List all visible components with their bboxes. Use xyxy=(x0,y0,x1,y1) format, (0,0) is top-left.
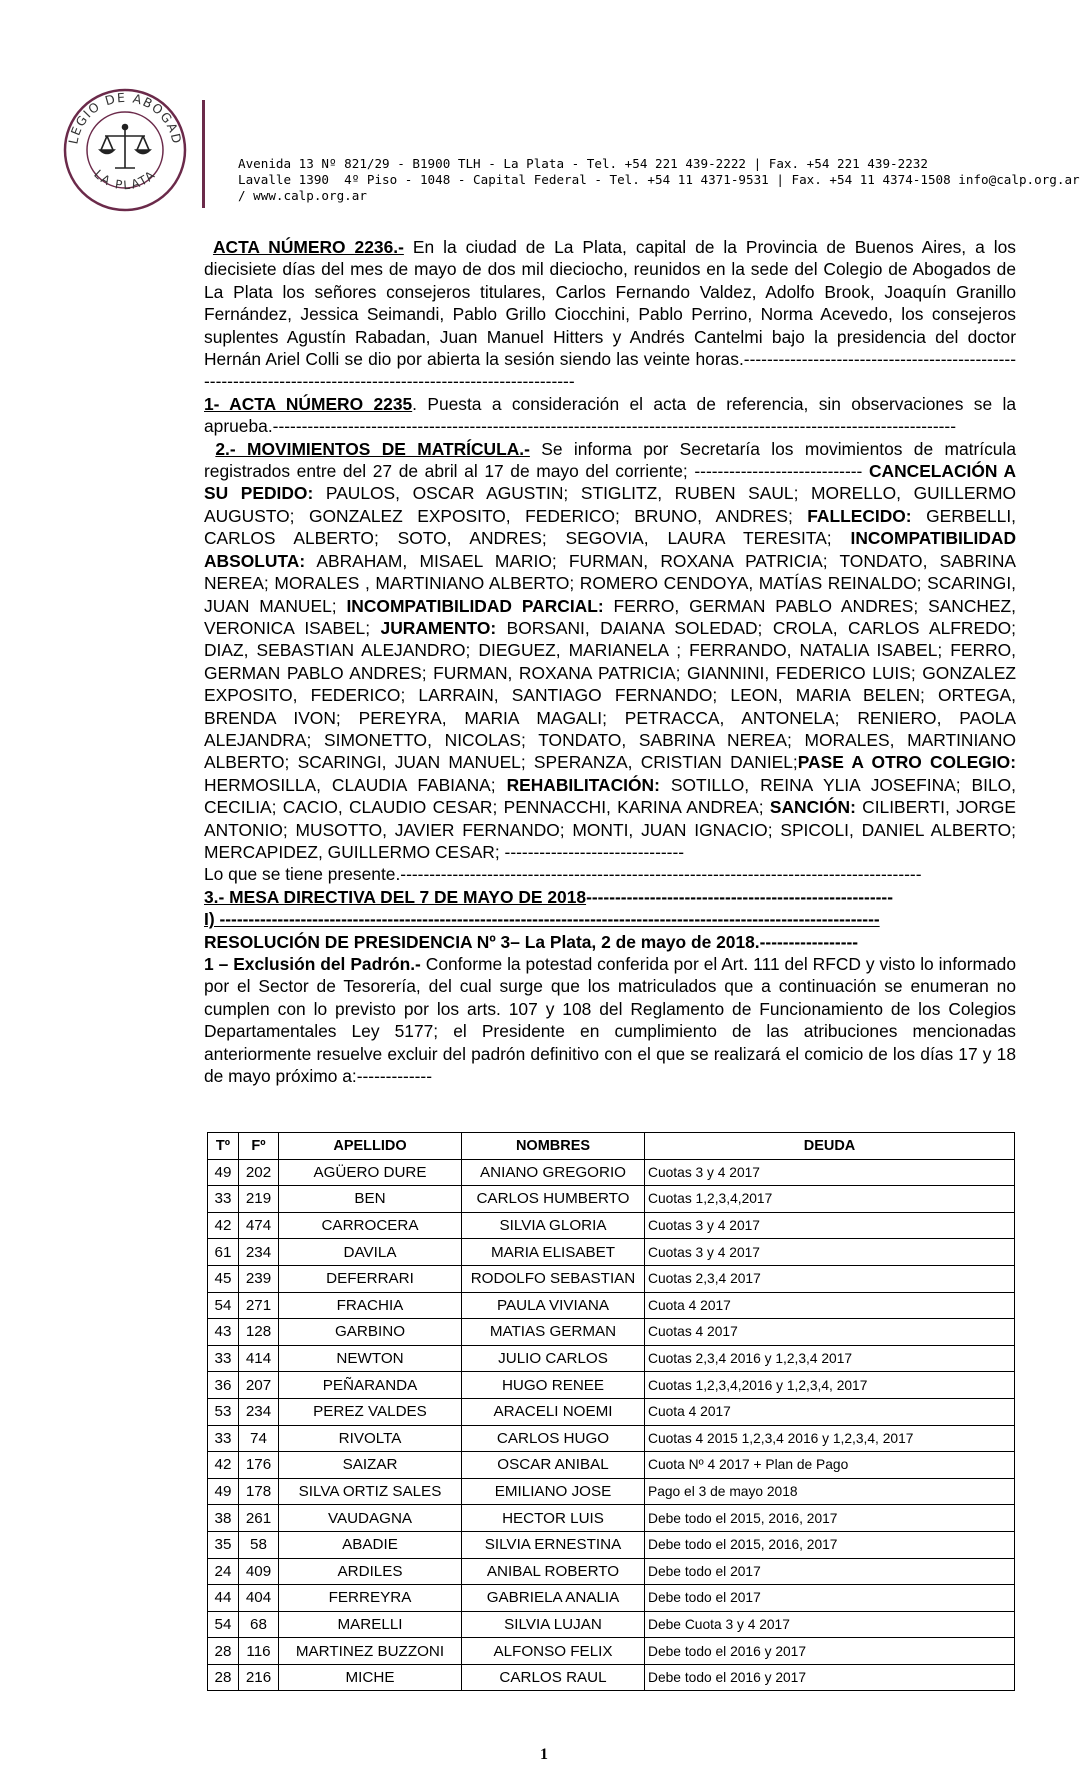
acta-opening-text: En la ciudad de La Plata, capital de la Provincia de Buenos Aires, a los diecisiete días del mes de mayo de dos mil dieciocho, reunidos en la sede del Colegio de Abogados de La Plata los señores consejeros titulares, Carlos Fernando Valdez, Adolfo Brook, Joaquín Granillo Fernández, Jessica Seimandi, Pablo Grillo Ciocchini, Pablo Perrino, Norma Acevedo, los consejeros suplentes Agustín Rabadan, Juan Manuel Hitters y Andrés Cantelmi bajo la presidencia del doctor Hernán Ariel Colli se dio por abierta la sesión siendo las veinte horas.--------------------------------------------------------------------------------------------------------------- xyxy=(204,237,1016,392)
apellido-cell: SILVA ORTIZ SALES xyxy=(279,1478,462,1505)
nombres-cell: ANIBAL ROBERTO xyxy=(462,1558,645,1585)
nombres-cell: JULIO CARLOS xyxy=(462,1345,645,1372)
tomo-cell: 44 xyxy=(208,1585,239,1612)
folio-cell: 239 xyxy=(239,1265,279,1292)
folio-cell: 234 xyxy=(239,1398,279,1425)
nombres-cell: CARLOS HUGO xyxy=(462,1425,645,1452)
folio-cell: 219 xyxy=(239,1186,279,1213)
item-2-intro: Se informa por Secretaría los movimientos de matrícula registrados entre del 27 de abril al 17 de mayo del corriente; ----------------------------- xyxy=(204,438,1016,482)
table-row xyxy=(208,1345,1015,1372)
tomo-cell: 43 xyxy=(208,1319,239,1346)
tomo-cell: 35 xyxy=(208,1531,239,1558)
table-row xyxy=(208,1664,1015,1691)
item-1-title: 1- ACTA NÚMERO 2235 xyxy=(204,393,413,414)
apellido-cell: DAVILA xyxy=(279,1239,462,1266)
folio-cell: 128 xyxy=(239,1319,279,1346)
table-row xyxy=(208,1292,1015,1319)
folio-cell: 404 xyxy=(239,1585,279,1612)
tomo-cell: 54 xyxy=(208,1292,239,1319)
item-1-text: . Puesta a consideración el acta de referencia, sin observaciones se la aprueba.---------------------------------------------------------------------------------------------------------------------- xyxy=(204,393,1016,437)
item-2 xyxy=(204,438,1016,864)
tomo-cell: 42 xyxy=(208,1452,239,1479)
apellido-cell: VAUDAGNA xyxy=(279,1505,462,1532)
table-row xyxy=(208,1265,1015,1292)
resolucion-heading xyxy=(204,931,1016,953)
fallecido-text: GERBELLI, CARLOS ALBERTO; SOTO, ANDRES; SEGOVIA, LAURA TERESITA; xyxy=(204,505,1016,549)
header-apellido: APELLIDO xyxy=(279,1133,462,1160)
acta-title: ACTA NÚMERO 2236.- xyxy=(212,237,404,257)
tomo-cell: 61 xyxy=(208,1239,239,1266)
folio-cell: 178 xyxy=(239,1478,279,1505)
apellido-cell: RIVOLTA xyxy=(279,1425,462,1452)
deuda-cell: Cuotas 3 y 4 2017 xyxy=(645,1239,1015,1266)
nombres-cell: SILVIA LUJAN xyxy=(462,1611,645,1638)
incompatibilidad-parcial-label: INCOMPATIBILIDAD PARCIAL: xyxy=(346,595,604,616)
folio-cell: 474 xyxy=(239,1212,279,1239)
apellido-cell: ARDILES xyxy=(279,1558,462,1585)
deuda-cell: Cuotas 1,2,3,4,2017 xyxy=(645,1186,1015,1213)
deuda-cell: Cuotas 3 y 4 2017 xyxy=(645,1159,1015,1186)
tomo-cell: 24 xyxy=(208,1558,239,1585)
apellido-cell: MICHE xyxy=(279,1664,462,1691)
apellido-cell: FRACHIA xyxy=(279,1292,462,1319)
folio-cell: 74 xyxy=(239,1425,279,1452)
tomo-cell: 36 xyxy=(208,1372,239,1399)
tomo-cell: 54 xyxy=(208,1611,239,1638)
item-3-dashes: ----------------------------------------------------- xyxy=(586,886,893,907)
tomo-cell: 42 xyxy=(208,1212,239,1239)
apellido-cell: SAIZAR xyxy=(279,1452,462,1479)
table-row xyxy=(208,1558,1015,1585)
deuda-cell: Debe todo el 2015, 2016, 2017 xyxy=(645,1505,1015,1532)
nombres-cell: SILVIA GLORIA xyxy=(462,1212,645,1239)
juramento-text: BORSANI, DAIANA SOLEDAD; CROLA, CARLOS ALFREDO; DIAZ, SEBASTIAN ALEJANDRO; DIEGUEZ, MARIANELA ; FERRANDO, NATALIA ISABEL; FERRO, GERMAN PABLO ANDRES; FURMAN, ROXANA PATRICIA; GIANNINI, FEDERICO LUIS; GONZALEZ EXPOSITO, FEDERICO; LARRAIN, SANTIAGO FERNANDO; LEON, MARIA BELEN; ORTEGA, BRENDA IVON; PEREYRA, MARIA MAGALI; PETRACCA, ANTONELA; RENIERO, PAOLA ALEJANDRA; SIMONETTO, NICOLAS; TONDATO, SABRINA NEREA; MORALES, MARTINIANO ALBERTO; SCARINGI, JUAN MANUEL; SPERANZA, CRISTIAN DANIEL; xyxy=(204,617,1016,773)
acta-body xyxy=(204,236,1016,1087)
header-divider xyxy=(202,100,205,208)
nombres-cell: EMILIANO JOSE xyxy=(462,1478,645,1505)
svg-text:LA PLATA xyxy=(91,167,158,192)
deuda-cell: Cuotas 3 y 4 2017 xyxy=(645,1212,1015,1239)
table-row xyxy=(208,1611,1015,1638)
item-1 xyxy=(204,393,1016,438)
folio-cell: 58 xyxy=(239,1531,279,1558)
debt-table xyxy=(207,1132,1015,1691)
exclusion-text: Conforme la potestad conferida por el Art. 111 del RFCD y visto lo informado por el Sector de Tesorería, del cual surge que los matriculados que a continuación se enumeran no cumplen con lo previsto por los arts. 107 y 108 del Reglamento de Funcionamiento de los Colegios Departamentales Ley 5177; el Presidente en cumplimiento de las atribuciones mencionadas anteriormente resuelve excluir del padrón definitivo con el que se realizará el comicio de los días 17 y 18 de mayo próximo a:------------- xyxy=(204,954,1016,1087)
nombres-cell: RODOLFO SEBASTIAN xyxy=(462,1265,645,1292)
colegio-logo xyxy=(55,80,195,220)
header-deuda: DEUDA xyxy=(645,1133,1015,1160)
roman-one-text: I) ------------------------------------------------------------------------------------------------------------------ xyxy=(204,909,880,930)
item-2-title: 2.- MOVIMIENTOS DE MATRÍCULA.- xyxy=(215,438,530,459)
apellido-cell: FERREYRA xyxy=(279,1585,462,1612)
tomo-cell: 33 xyxy=(208,1186,239,1213)
deuda-cell: Cuotas 1,2,3,4,2016 y 1,2,3,4, 2017 xyxy=(645,1372,1015,1399)
incompatibilidad-absoluta-text: ABRAHAM, MISAEL MARIO; FURMAN, ROXANA PATRICIA; TONDATO, SABRINA NEREA; MORALES , MARTINIANO ALBERTO; ROMERO CENDOYA, MATÍAS REINALDO; SCARINGI, JUAN MANUEL; xyxy=(204,550,1016,616)
item-3-heading xyxy=(204,886,1016,908)
address-line-3: / www.calp.org.ar xyxy=(238,188,367,203)
address-line-2: Lavalle 1390 4º Piso - 1048 - Capital Federal - Tel. +54 11 4371-9531 | Fax. +54 11 4374-1508 info@calp.org.ar xyxy=(238,172,1080,187)
rehabilitacion-label: REHABILITACIÓN: xyxy=(506,774,660,795)
table-row xyxy=(208,1452,1015,1479)
table-row xyxy=(208,1186,1015,1213)
deuda-cell: Cuota 4 2017 xyxy=(645,1398,1015,1425)
table-header-row xyxy=(208,1133,1015,1160)
deuda-cell: Cuota Nº 4 2017 + Plan de Pago xyxy=(645,1452,1015,1479)
apellido-cell: MARTINEZ BUZZONI xyxy=(279,1638,462,1665)
sancion-text: CILIBERTI, JORGE ANTONIO; MUSOTTO, JAVIER FERNANDO; MONTI, JUAN IGNACIO; SPICOLI, DANIEL ALBERTO; MERCAPIDEZ, GUILLERMO CESAR; ------------------------------- xyxy=(204,797,1016,862)
apellido-cell: MARELLI xyxy=(279,1611,462,1638)
tomo-cell: 33 xyxy=(208,1345,239,1372)
table-row xyxy=(208,1531,1015,1558)
juramento-label: JURAMENTO: xyxy=(380,617,497,638)
nombres-cell: SILVIA ERNESTINA xyxy=(462,1531,645,1558)
deuda-cell: Debe Cuota 3 y 4 2017 xyxy=(645,1611,1015,1638)
nombres-cell: ANIANO GREGORIO xyxy=(462,1159,645,1186)
tomo-cell: 28 xyxy=(208,1638,239,1665)
tomo-cell: 33 xyxy=(208,1425,239,1452)
tomo-cell: 49 xyxy=(208,1478,239,1505)
table-row xyxy=(208,1159,1015,1186)
nombres-cell: PAULA VIVIANA xyxy=(462,1292,645,1319)
apellido-cell: PEREZ VALDES xyxy=(279,1398,462,1425)
roman-one xyxy=(204,908,1016,930)
folio-cell: 216 xyxy=(239,1664,279,1691)
nombres-cell: HUGO RENEE xyxy=(462,1372,645,1399)
folio-cell: 176 xyxy=(239,1452,279,1479)
table-row xyxy=(208,1372,1015,1399)
table-body xyxy=(208,1159,1015,1691)
deuda-cell: Pago el 3 de mayo 2018 xyxy=(645,1478,1015,1505)
acta-opening xyxy=(204,236,1016,393)
resolucion-text: RESOLUCIÓN DE PRESIDENCIA Nº 3– La Plata, 2 de mayo de 2018.----------------- xyxy=(204,931,859,952)
nombres-cell: CARLOS RAUL xyxy=(462,1664,645,1691)
cancelacion-label: CANCELACIÓN A SU PEDIDO: xyxy=(204,461,1017,504)
exclusion-label: 1 – Exclusión del Padrón.- xyxy=(204,954,421,974)
sancion-label: SANCIÓN: xyxy=(769,797,856,818)
incompatibilidad-absoluta-label: INCOMPATIBILIDAD ABSOLUTA: xyxy=(204,528,1016,571)
apellido-cell: PEÑARANDA xyxy=(279,1372,462,1399)
table-row xyxy=(208,1585,1015,1612)
nombres-cell: OSCAR ANIBAL xyxy=(462,1452,645,1479)
deuda-cell: Cuotas 4 2017 xyxy=(645,1319,1015,1346)
table-row xyxy=(208,1425,1015,1452)
table-row xyxy=(208,1478,1015,1505)
apellido-cell: DEFERRARI xyxy=(279,1265,462,1292)
table-row xyxy=(208,1239,1015,1266)
deuda-cell: Cuota 4 2017 xyxy=(645,1292,1015,1319)
apellido-cell: CARROCERA xyxy=(279,1212,462,1239)
apellido-cell: NEWTON xyxy=(279,1345,462,1372)
nombres-cell: GABRIELA ANALIA xyxy=(462,1585,645,1612)
page-number: 1 xyxy=(540,1746,548,1763)
cancelacion-text: PAULOS, OSCAR AGUSTIN; STIGLITZ, RUBEN SAUL; MORELLO, GUILLERMO AUGUSTO; GONZALEZ EXPOSITO, FEDERICO; BRUNO, ANDRES; xyxy=(204,483,1016,526)
folio-cell: 68 xyxy=(239,1611,279,1638)
table-row xyxy=(208,1398,1015,1425)
deuda-cell: Debe todo el 2015, 2016, 2017 xyxy=(645,1531,1015,1558)
folio-cell: 271 xyxy=(239,1292,279,1319)
deuda-cell: Debe todo el 2016 y 2017 xyxy=(645,1664,1015,1691)
table-row xyxy=(208,1638,1015,1665)
deuda-cell: Debe todo el 2017 xyxy=(645,1585,1015,1612)
logo-bottom-text: LA PLATA xyxy=(91,166,159,193)
apellido-cell: ABADIE xyxy=(279,1531,462,1558)
deuda-cell: Cuotas 4 2015 1,2,3,4 2016 y 1,2,3,4, 2017 xyxy=(645,1425,1015,1452)
deuda-cell: Debe todo el 2017 xyxy=(645,1558,1015,1585)
nombres-cell: MARIA ELISABET xyxy=(462,1239,645,1266)
folio-cell: 414 xyxy=(239,1345,279,1372)
header-nombres: NOMBRES xyxy=(462,1133,645,1160)
scales-of-justice-icon xyxy=(100,125,150,169)
pase-label: PASE A OTRO COLEGIO: xyxy=(797,752,1016,773)
header-tomo: Tº xyxy=(208,1133,239,1160)
fallecido-label: FALLECIDO: xyxy=(807,505,912,526)
nombres-cell: ARACELI NOEMI xyxy=(462,1398,645,1425)
item-3-title: 3.- MESA DIRECTIVA DEL 7 DE MAYO DE 2018 xyxy=(204,886,587,907)
folio-cell: 261 xyxy=(239,1505,279,1532)
deuda-cell: Debe todo el 2016 y 2017 xyxy=(645,1638,1015,1665)
apellido-cell: AGÜERO DURE xyxy=(279,1159,462,1186)
tomo-cell: 28 xyxy=(208,1664,239,1691)
tomo-cell: 53 xyxy=(208,1398,239,1425)
incompatibilidad-parcial-text: FERRO, GERMAN PABLO ANDRES; SANCHEZ, VERONICA ISABEL; xyxy=(204,595,1017,638)
table-row xyxy=(208,1319,1015,1346)
rehabilitacion-text: SOTILLO, REINA YLIA JOSEFINA; BILO, CECILIA; CACIO, CLAUDIO CESAR; PENNACCHI, KARINA ANDREA; xyxy=(204,774,1017,818)
nombres-cell: MATIAS GERMAN xyxy=(462,1319,645,1346)
folio-cell: 207 xyxy=(239,1372,279,1399)
tomo-cell: 45 xyxy=(208,1265,239,1292)
tomo-cell: 38 xyxy=(208,1505,239,1532)
folio-cell: 409 xyxy=(239,1558,279,1585)
apellido-cell: BEN xyxy=(279,1186,462,1213)
apellido-cell: GARBINO xyxy=(279,1319,462,1346)
presente-line: Lo que se tiene presente.------------------------------------------------------------------------------------------ xyxy=(204,864,922,885)
folio-cell: 234 xyxy=(239,1239,279,1266)
nombres-cell: ALFONSO FELIX xyxy=(462,1638,645,1665)
header-folio: Fº xyxy=(239,1133,279,1160)
folio-cell: 202 xyxy=(239,1159,279,1186)
nombres-cell: CARLOS HUMBERTO xyxy=(462,1186,645,1213)
deuda-cell: Cuotas 2,3,4 2016 y 1,2,3,4 2017 xyxy=(645,1345,1015,1372)
pase-text: HERMOSILLA, CLAUDIA FABIANA; xyxy=(204,774,507,795)
folio-cell: 116 xyxy=(239,1638,279,1665)
deuda-cell: Cuotas 2,3,4 2017 xyxy=(645,1265,1015,1292)
letterhead-address xyxy=(238,156,1080,204)
table-row xyxy=(208,1505,1015,1532)
exclusion-paragraph xyxy=(204,953,1016,1087)
nombres-cell: HECTOR LUIS xyxy=(462,1505,645,1532)
table-row xyxy=(208,1212,1015,1239)
tomo-cell: 49 xyxy=(208,1159,239,1186)
address-line-1: Avenida 13 Nº 821/29 - B1900 TLH - La Plata - Tel. +54 221 439-2222 | Fax. +54 221 439-2232 xyxy=(238,156,928,171)
logo-top-text: LEGIO DE ABOGAD xyxy=(65,89,185,147)
